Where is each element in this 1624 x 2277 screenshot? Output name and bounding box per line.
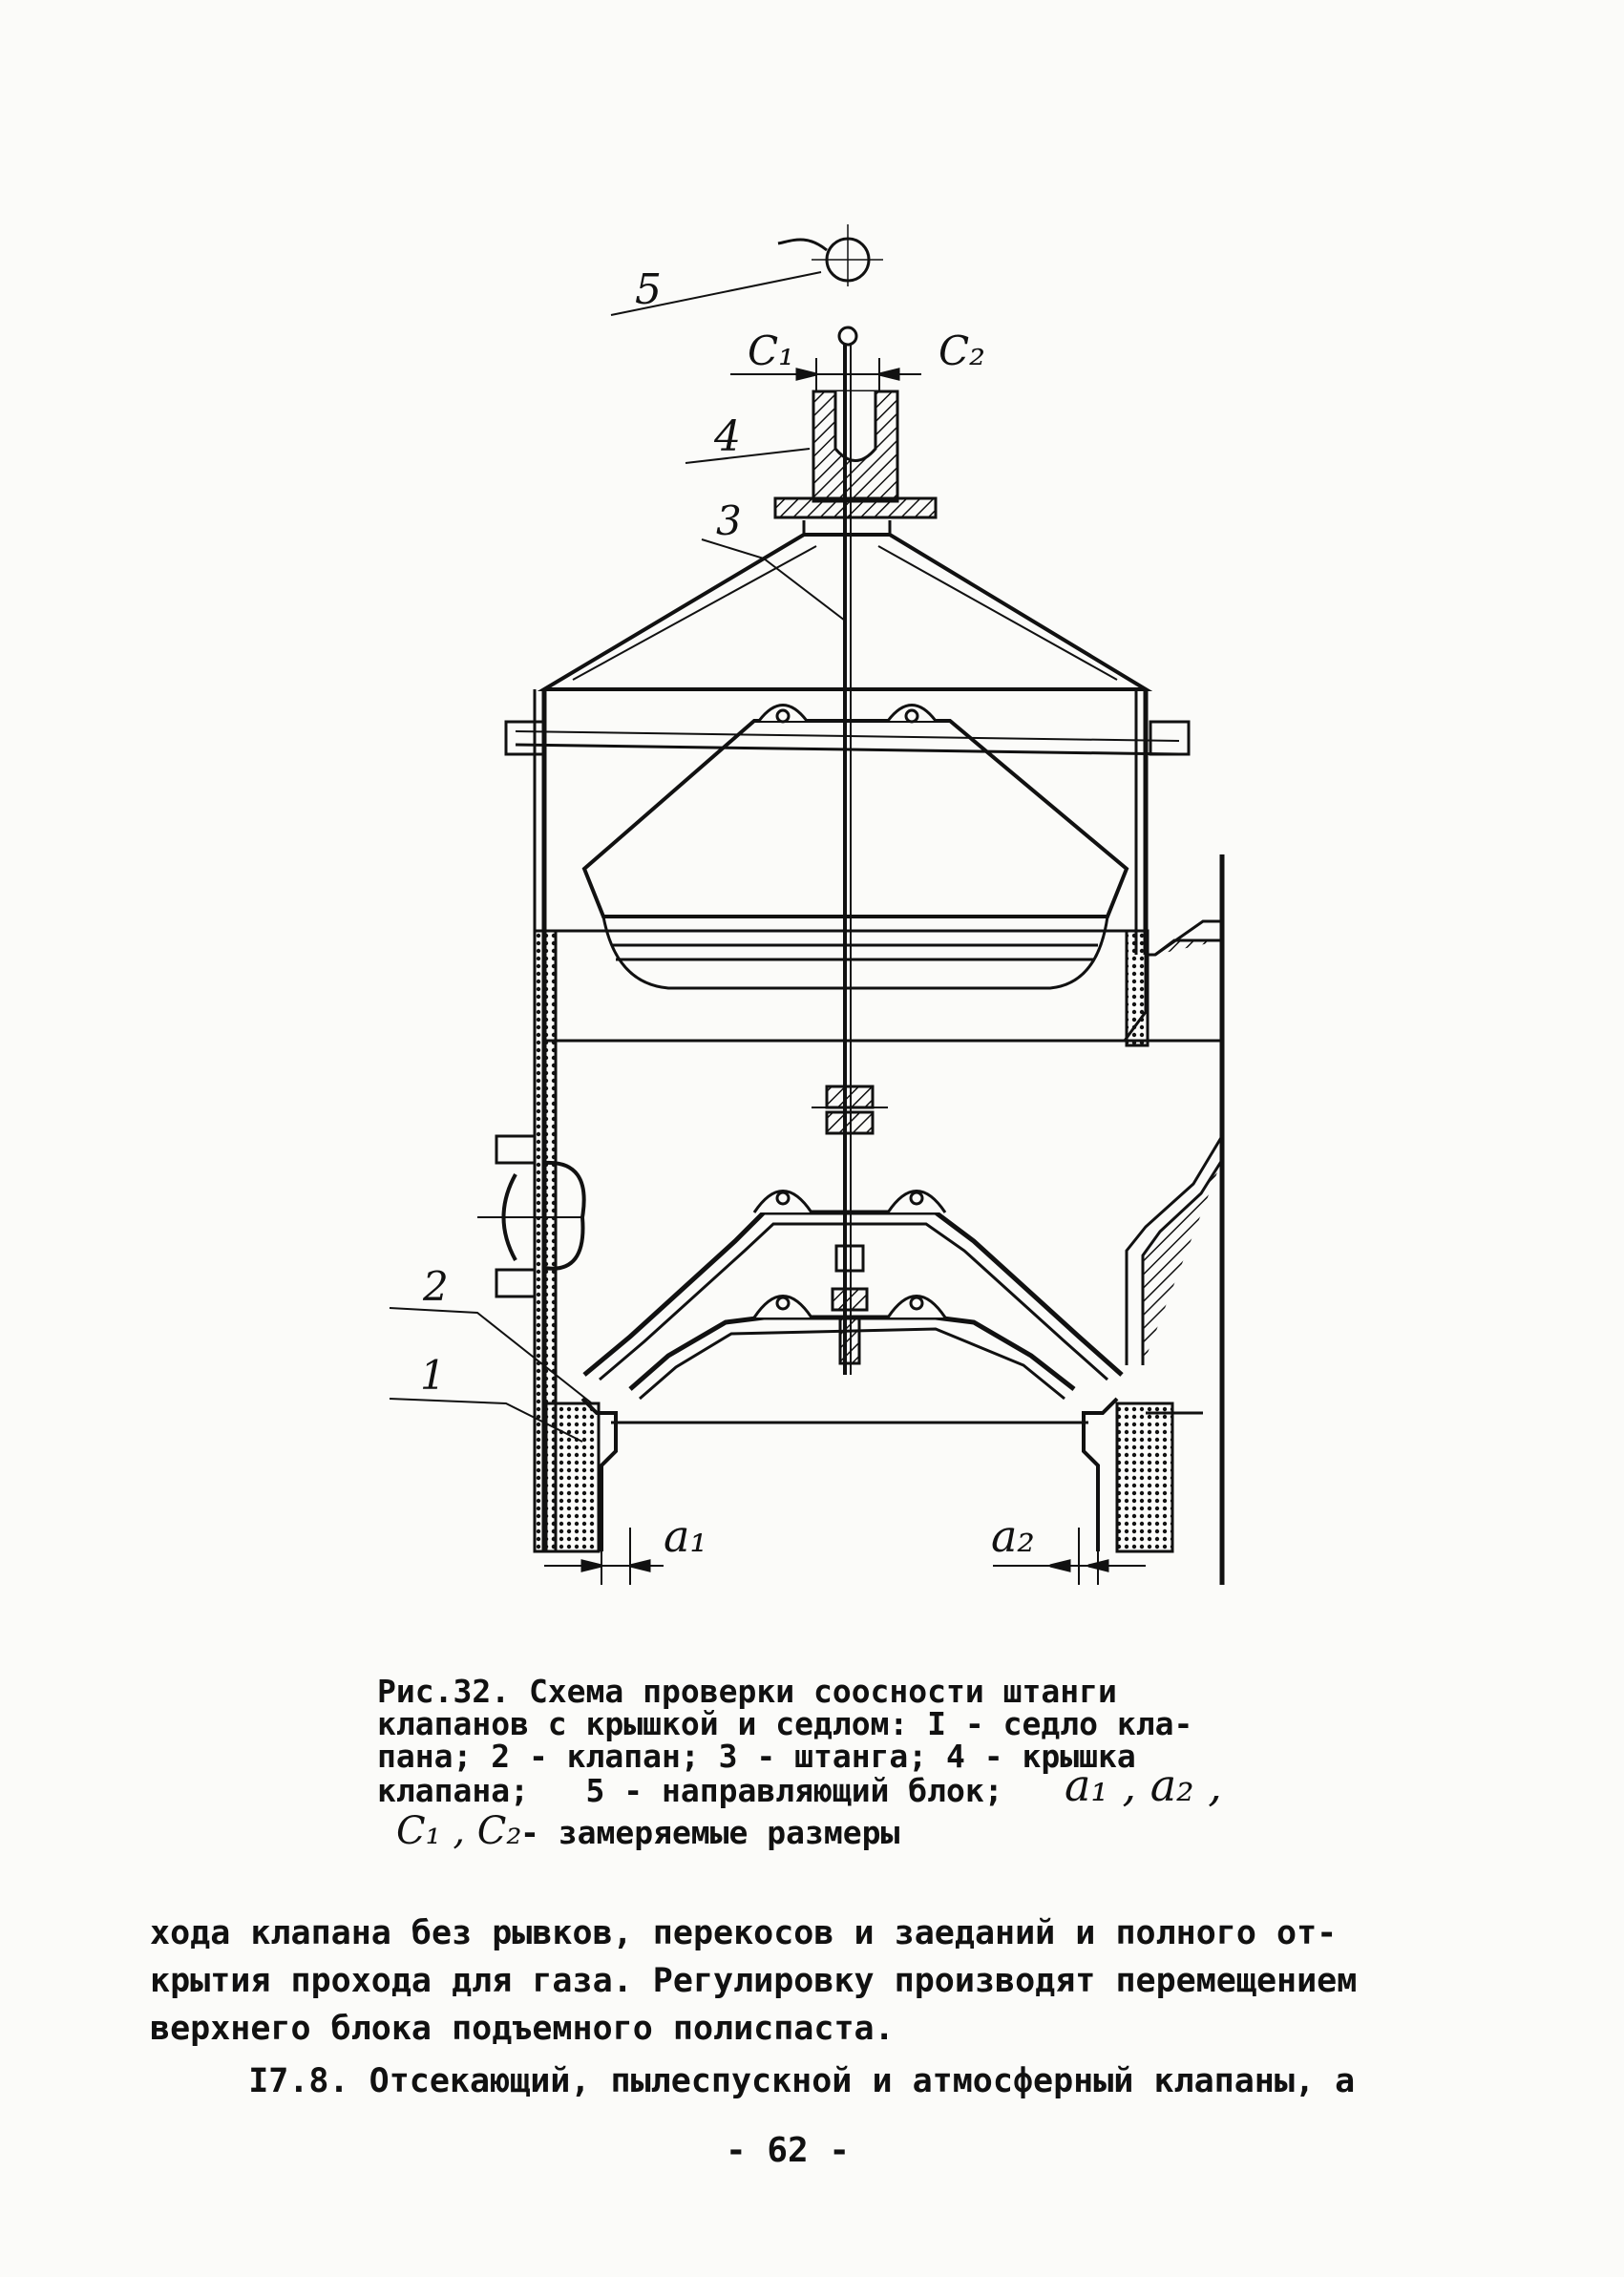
page-number: - 62 - bbox=[726, 2131, 851, 2170]
label-item-3: 3 bbox=[716, 497, 742, 544]
caption-line-1: Рис.32. Схема проверки соосности штанги bbox=[377, 1673, 1117, 1710]
label-item-2: 2 bbox=[423, 1263, 449, 1310]
label-c2: С₂ bbox=[939, 327, 985, 374]
label-item-4: 4 bbox=[714, 412, 741, 461]
caption-line-2: клапанов с крышкой и седлом: I - седло кла- bbox=[377, 1705, 1193, 1742]
body-line-2: крытия прохода для газа. Регулировку производят перемещением bbox=[150, 1962, 1358, 2000]
body-line-4: I7.8. Отсекающий, пылеспускной и атмосферный клапаны, а bbox=[188, 2062, 1356, 2100]
caption-line-4-symbols: а₁ , а₂ , bbox=[1065, 1760, 1222, 1811]
label-item-1: 1 bbox=[420, 1352, 446, 1399]
body-line-1: хода клапана без рывков, перекосов и заеданий и полного от- bbox=[150, 1914, 1338, 1952]
caption-line-5-symbols: С₁ , С₂ bbox=[396, 1809, 522, 1853]
label-c1: С₁ bbox=[748, 327, 794, 374]
label-a2: а₂ bbox=[991, 1510, 1035, 1562]
label-item-5: 5 bbox=[635, 265, 662, 314]
caption-line-4: клапана; 5 - направляющий блок; bbox=[377, 1772, 1003, 1809]
caption-line-5: - замеряемые размеры bbox=[520, 1814, 900, 1851]
label-a1: а₁ bbox=[664, 1510, 707, 1562]
caption-line-3: пана; 2 - клапан; 3 - штанга; 4 - крышка bbox=[377, 1738, 1136, 1775]
body-line-3: верхнего блока подъемного полиспаста. bbox=[150, 2010, 895, 2048]
